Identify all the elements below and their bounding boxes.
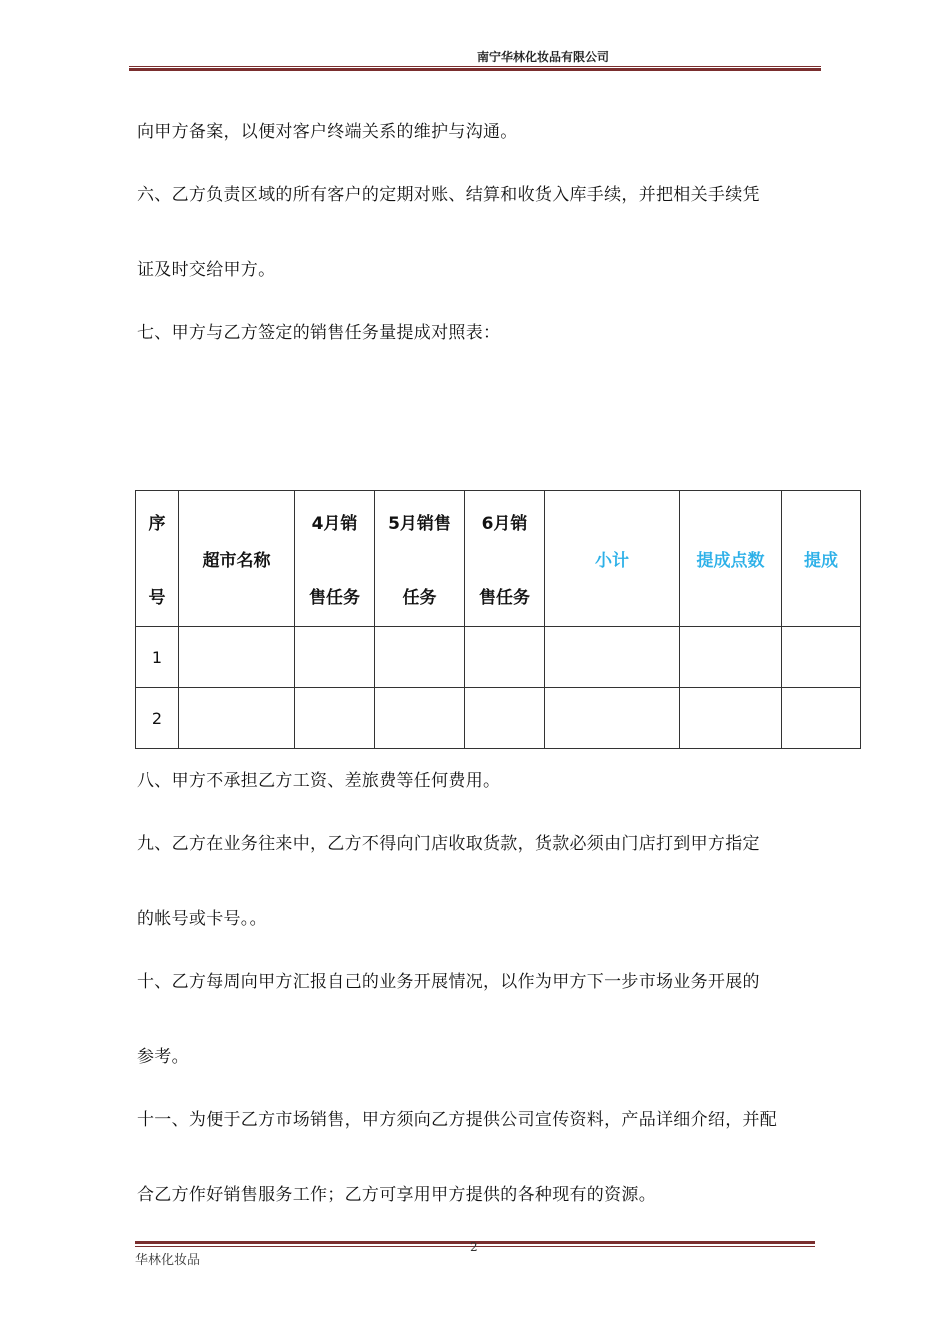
header-commission-rate bbox=[680, 491, 782, 627]
header-commission-label: 提成 bbox=[804, 551, 838, 571]
paragraph-8: 八、甲方不承担乙方工资、差旅费等任何费用。 bbox=[137, 771, 501, 791]
header-april-bottom: 售任务 bbox=[309, 588, 360, 608]
header-april-top: 4月销 bbox=[311, 514, 358, 534]
table-cell bbox=[545, 627, 680, 688]
row-seq-cell: 1 bbox=[136, 627, 179, 688]
header-june-bottom: 售任务 bbox=[479, 588, 530, 608]
paragraph-7: 七、甲方与乙方签定的销售任务量提成对照表： bbox=[137, 323, 501, 343]
header-rate-label: 提成点数 bbox=[696, 551, 765, 571]
header-may-bottom: 任务 bbox=[402, 588, 437, 608]
table-header-row bbox=[136, 491, 861, 627]
table-row bbox=[136, 688, 861, 749]
table-cell bbox=[295, 627, 375, 688]
table-cell bbox=[545, 688, 680, 749]
paragraph-10-line2: 参考。 bbox=[137, 1047, 189, 1067]
paragraph-11-line1: 十一、为便于乙方市场销售，甲方须向乙方提供公司宣传资料，产品详细介绍，并配 bbox=[137, 1110, 778, 1130]
table-cell bbox=[680, 627, 782, 688]
header-june-top: 6月销 bbox=[481, 514, 528, 534]
table-cell bbox=[465, 688, 545, 749]
header-store-label: 超市名称 bbox=[202, 551, 271, 571]
paragraph-6-line1: 六、乙方负责区域的所有客户的定期对账、结算和收货入库手续，并把相关手续凭 bbox=[137, 185, 760, 205]
header-june-task bbox=[465, 491, 545, 627]
table-cell bbox=[782, 627, 861, 688]
paragraph-filing: 向甲方备案，以便对客户终端关系的维护与沟通。 bbox=[137, 122, 518, 142]
table-cell bbox=[295, 688, 375, 749]
table-cell bbox=[465, 627, 545, 688]
footer-brand: 华林化妆品 bbox=[135, 1253, 201, 1268]
header-rule-thick bbox=[129, 68, 821, 71]
header-store-name bbox=[179, 491, 295, 627]
paragraph-10-line1: 十、乙方每周向甲方汇报自己的业务开展情况，以作为甲方下一步市场业务开展的 bbox=[137, 972, 760, 992]
page-number: 2 bbox=[470, 1240, 478, 1254]
header-commission bbox=[782, 491, 861, 627]
header-april-task bbox=[295, 491, 375, 627]
table-cell bbox=[179, 688, 295, 749]
header-subtotal bbox=[545, 491, 680, 627]
paragraph-11-line2: 合乙方作好销售服务工作；乙方可享用甲方提供的各种现有的资源。 bbox=[137, 1185, 656, 1205]
paragraph-9-line1: 九、乙方在业务往来中，乙方不得向门店收取货款，货款必须由门店打到甲方指定 bbox=[137, 834, 760, 854]
header-company-name: 南宁华林化妆品有限公司 bbox=[476, 50, 609, 64]
row-seq-cell: 2 bbox=[136, 688, 179, 749]
header-rule-thin bbox=[129, 66, 821, 67]
table-cell bbox=[680, 688, 782, 749]
header-subtotal-label: 小计 bbox=[595, 551, 629, 571]
header-may-task bbox=[375, 491, 465, 627]
table-row bbox=[136, 627, 861, 688]
sales-task-table bbox=[135, 490, 861, 749]
table-cell bbox=[375, 627, 465, 688]
paragraph-6-line2: 证及时交给甲方。 bbox=[137, 260, 276, 280]
header-seq bbox=[136, 491, 179, 627]
table-cell bbox=[782, 688, 861, 749]
table-cell bbox=[179, 627, 295, 688]
header-may-top: 5月销售 bbox=[388, 514, 451, 534]
header-seq-top: 序 bbox=[148, 514, 166, 534]
paragraph-9-line2: 的帐号或卡号。。 bbox=[137, 909, 267, 929]
table-cell bbox=[375, 688, 465, 749]
header-seq-bottom: 号 bbox=[148, 588, 166, 608]
